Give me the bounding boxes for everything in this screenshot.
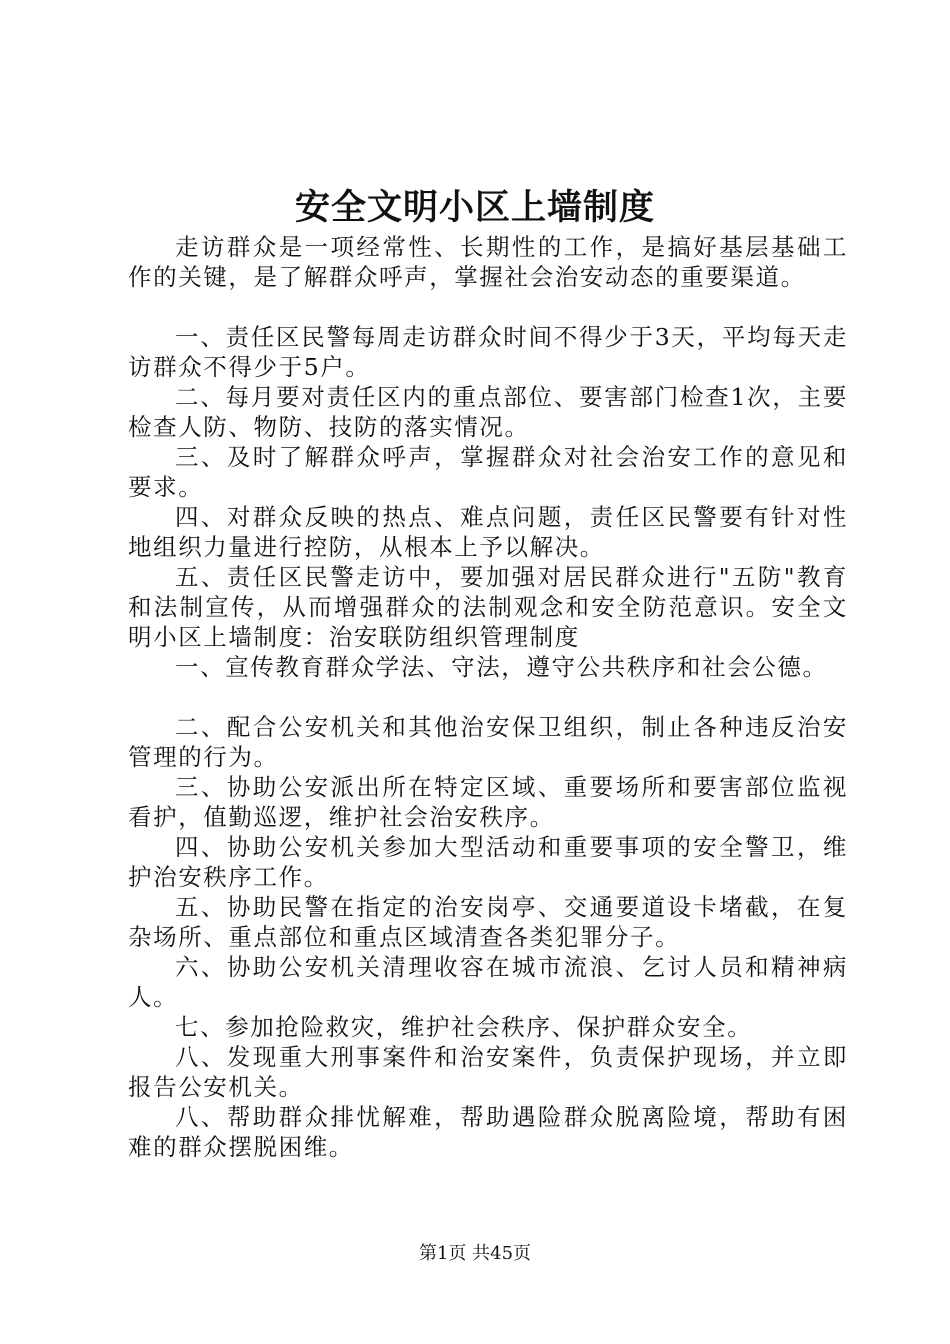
paragraph-item: 一、宣传教育群众学法、守法，遵守公共秩序和社会公德。 <box>175 653 828 681</box>
page-number-footer: 第1页 共45页 <box>418 1243 532 1264</box>
paragraph-item: 四、对群众反映的热点、难点问题，责任区民警要有针对性地组织力量进行控防，从根本上予以解决。 <box>128 503 848 561</box>
paragraph-item: 二、配合公安机关和其他治安保卫组织，制止各种违反治安管理的行为。 <box>128 713 848 771</box>
paragraph-spacer <box>128 292 848 322</box>
paragraph-item: 一、责任区民警每周走访群众时间不得少于3天，平均每天走访群众不得少于5户。 <box>128 323 848 381</box>
document-title: 安全文明小区上墙制度 <box>294 187 655 228</box>
paragraph-item: 八、帮助群众排忧解难，帮助遇险群众脱离险境，帮助有困难的群众摆脱困维。 <box>128 1103 848 1161</box>
paragraph-item: 五、责任区民警走访中，要加强对居民群众进行"五防"教育和法制宣传，从而增强群众的法制观念和安全防范意识。安全文明小区上墙制度：治安联防组织管理制度 <box>128 563 848 651</box>
paragraph-item: 五、协助民警在指定的治安岗亭、交通要道设卡堵截，在复杂场所、重点部位和重点区域清查各类犯罪分子。 <box>128 893 848 951</box>
paragraph-item: 二、每月要对责任区内的重点部位、要害部门检查1次，主要检查人防、物防、技防的落实情况。 <box>128 383 848 441</box>
paragraph-item: 三、及时了解群众呼声，掌握群众对社会治安工作的意见和要求。 <box>128 443 848 501</box>
document-body <box>128 232 848 1162</box>
paragraph-spacer <box>128 682 848 712</box>
paragraph-intro: 走访群众是一项经常性、长期性的工作，是搞好基层基础工作的关键，是了解群众呼声，掌握社会治安动态的重要渠道。 <box>128 233 848 291</box>
paragraph-item: 八、发现重大刑事案件和治安案件，负责保护现场，并立即报告公安机关。 <box>128 1043 848 1101</box>
paragraph-item: 六、协助公安机关清理收容在城市流浪、乞讨人员和精神病人。 <box>128 953 848 1011</box>
paragraph-item: 三、协助公安派出所在特定区域、重要场所和要害部位监视看护，值勤巡逻，维护社会治安秩序。 <box>128 773 848 831</box>
paragraph-item: 四、协助公安机关参加大型活动和重要事项的安全警卫，维护治安秩序工作。 <box>128 833 848 891</box>
paragraph-item: 七、参加抢险救灾，维护社会秩序、保护群众安全。 <box>175 1013 753 1041</box>
